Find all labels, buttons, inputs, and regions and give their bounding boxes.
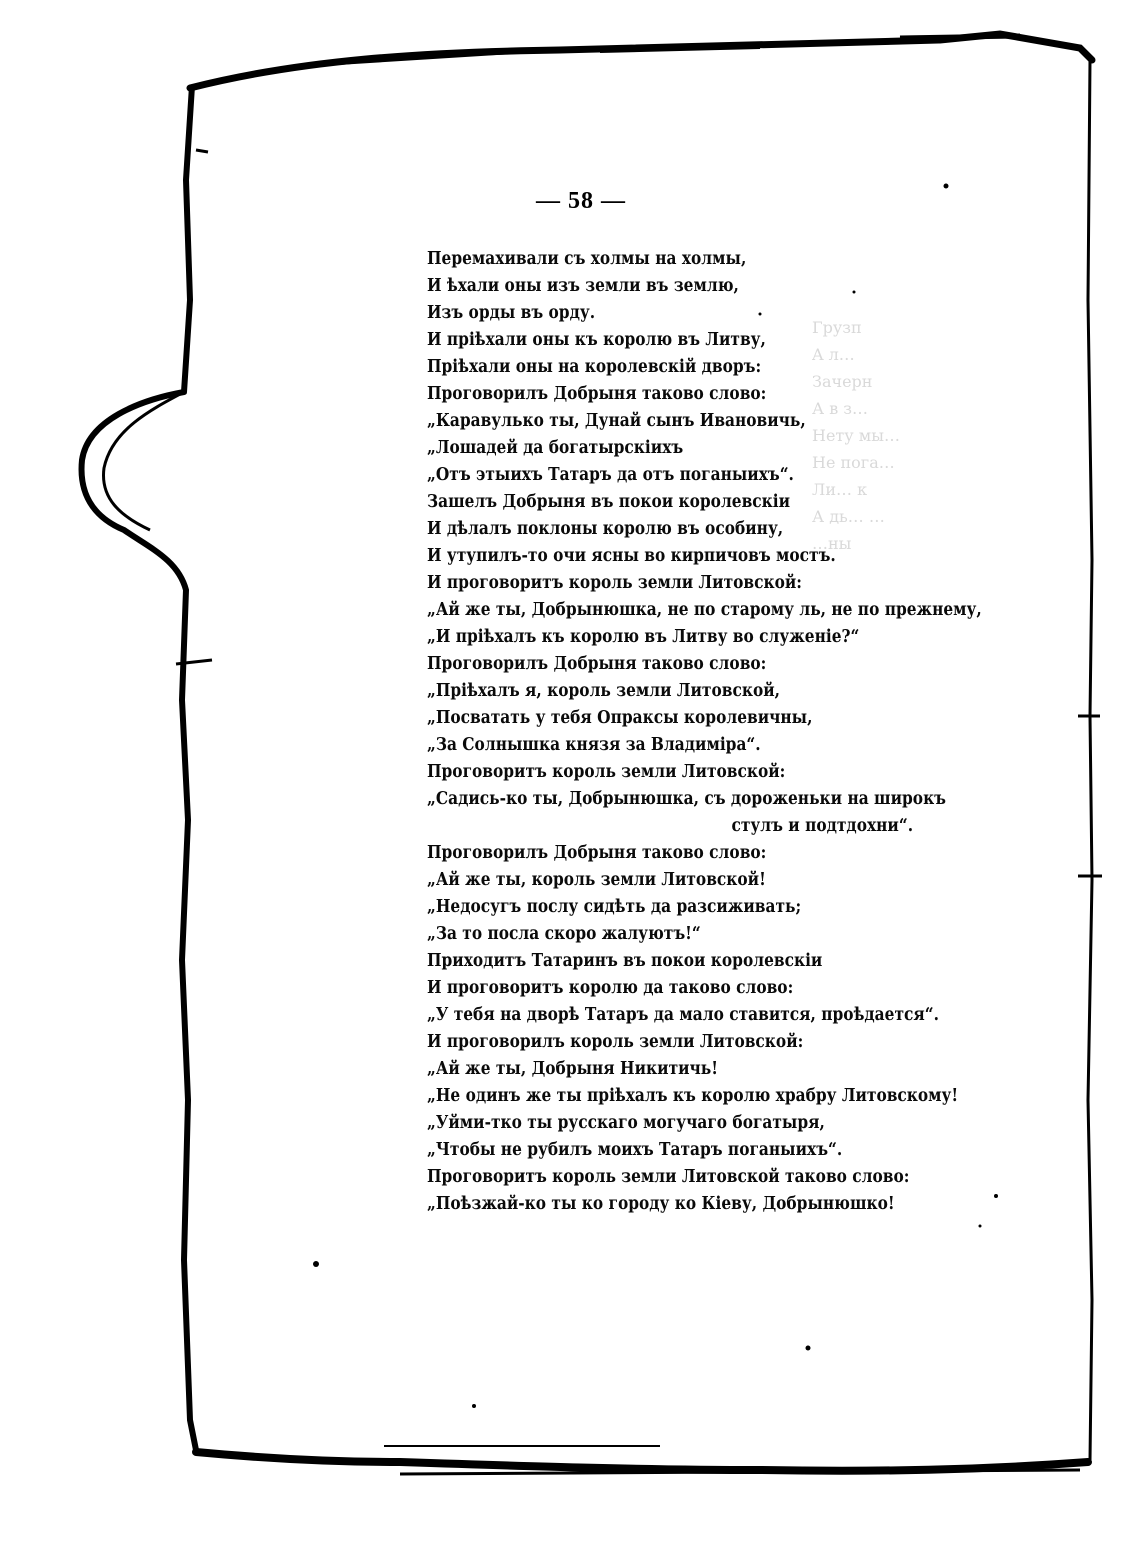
text-line: „Поѣзжай-ко ты ко городу ко Кіеву, Добрынюшко!	[427, 1194, 895, 1214]
text-line: „Не одинъ же ты пріѣхалъ къ королю храбру Литовскому!	[427, 1086, 959, 1106]
text-line: „Ай же ты, король земли Литовской!	[427, 870, 766, 890]
text-line: И пріѣхали оны къ королю въ Литву,	[427, 330, 766, 350]
text-line: „Посватать у тебя Опраксы королевичны,	[427, 708, 813, 728]
text-line: Проговоритъ король земли Литовской таково слово:	[427, 1167, 910, 1187]
text-line: Изъ орды въ орду.	[427, 303, 596, 323]
text-line: „Уйми-тко ты русскаго могучаго богатыря,	[427, 1113, 825, 1133]
page-number: — 58 —	[536, 188, 626, 214]
text-line: Перемахивали съ холмы на холмы,	[427, 249, 747, 269]
text-line: И дѣлалъ поклоны королю въ особину,	[427, 519, 784, 539]
text-line: „За Солнышка князя за Владиміра“.	[427, 735, 761, 755]
text-line: И проговоритъ король земли Литовской:	[427, 573, 803, 593]
text-line: Проговорилъ Добрыня таково слово:	[427, 654, 767, 674]
text-line: И проговоритъ королю да таково слово:	[427, 978, 794, 998]
text-line: „Садись-ко ты, Добрынюшка, съ дороженьки на широкъ	[427, 789, 947, 809]
poem-text	[427, 246, 1007, 1218]
text-line: Проговоритъ король земли Литовской:	[427, 762, 786, 782]
text-line: „У тебя на дворѣ Татаръ да мало ставится, проѣдается“.	[427, 1005, 939, 1025]
text-line: Зашелъ Добрыня въ покои королевскіи	[427, 492, 791, 512]
text-line-continuation: стулъ и подтдохни“.	[731, 816, 914, 836]
text-line: „Недосугъ послу сидѣть да разсиживать;	[427, 897, 802, 917]
text-line: Пріѣхали оны на королевскій дворъ:	[427, 357, 762, 377]
text-line: „Ай же ты, Добрынюшка, не по старому ль, не по прежнему,	[427, 600, 982, 620]
text-line: „Чтобы не рубилъ моихъ Татаръ поганыихъ“.	[427, 1140, 843, 1160]
text-line: И ѣхали оны изъ земли въ землю,	[427, 276, 739, 296]
text-line: „И пріѣхалъ къ королю въ Литву во служеніе?“	[427, 627, 860, 647]
bleed-through-text: Грузп A л… Зачерн А в з… Нету мы… Не пога… Ли… к А дь… … …ны	[812, 318, 900, 553]
text-line: И утупилъ-то очи ясны во кирпичовъ мостъ.	[427, 546, 836, 566]
text-line: „Лошадей да богатырскіихъ	[427, 438, 684, 458]
text-line: „Каравулько ты, Дунай сынъ Ивановичь,	[427, 411, 806, 431]
text-line: „За то посла скоро жалуютъ!“	[427, 924, 701, 944]
text-line: И проговорилъ король земли Литовской:	[427, 1032, 804, 1052]
text-line: Проговорилъ Добрыня таково слово:	[427, 384, 767, 404]
text-line: „Пріѣхалъ я, король земли Литовской,	[427, 681, 781, 701]
text-line: Проговорилъ Добрыня таково слово:	[427, 843, 767, 863]
text-line: Приходитъ Татаринъ въ покои королевскіи	[427, 951, 823, 971]
text-line: „Ай же ты, Добрыня Никитичь!	[427, 1059, 719, 1079]
text-line: „Отъ этыихъ Татаръ да отъ поганыихъ“.	[427, 465, 794, 485]
